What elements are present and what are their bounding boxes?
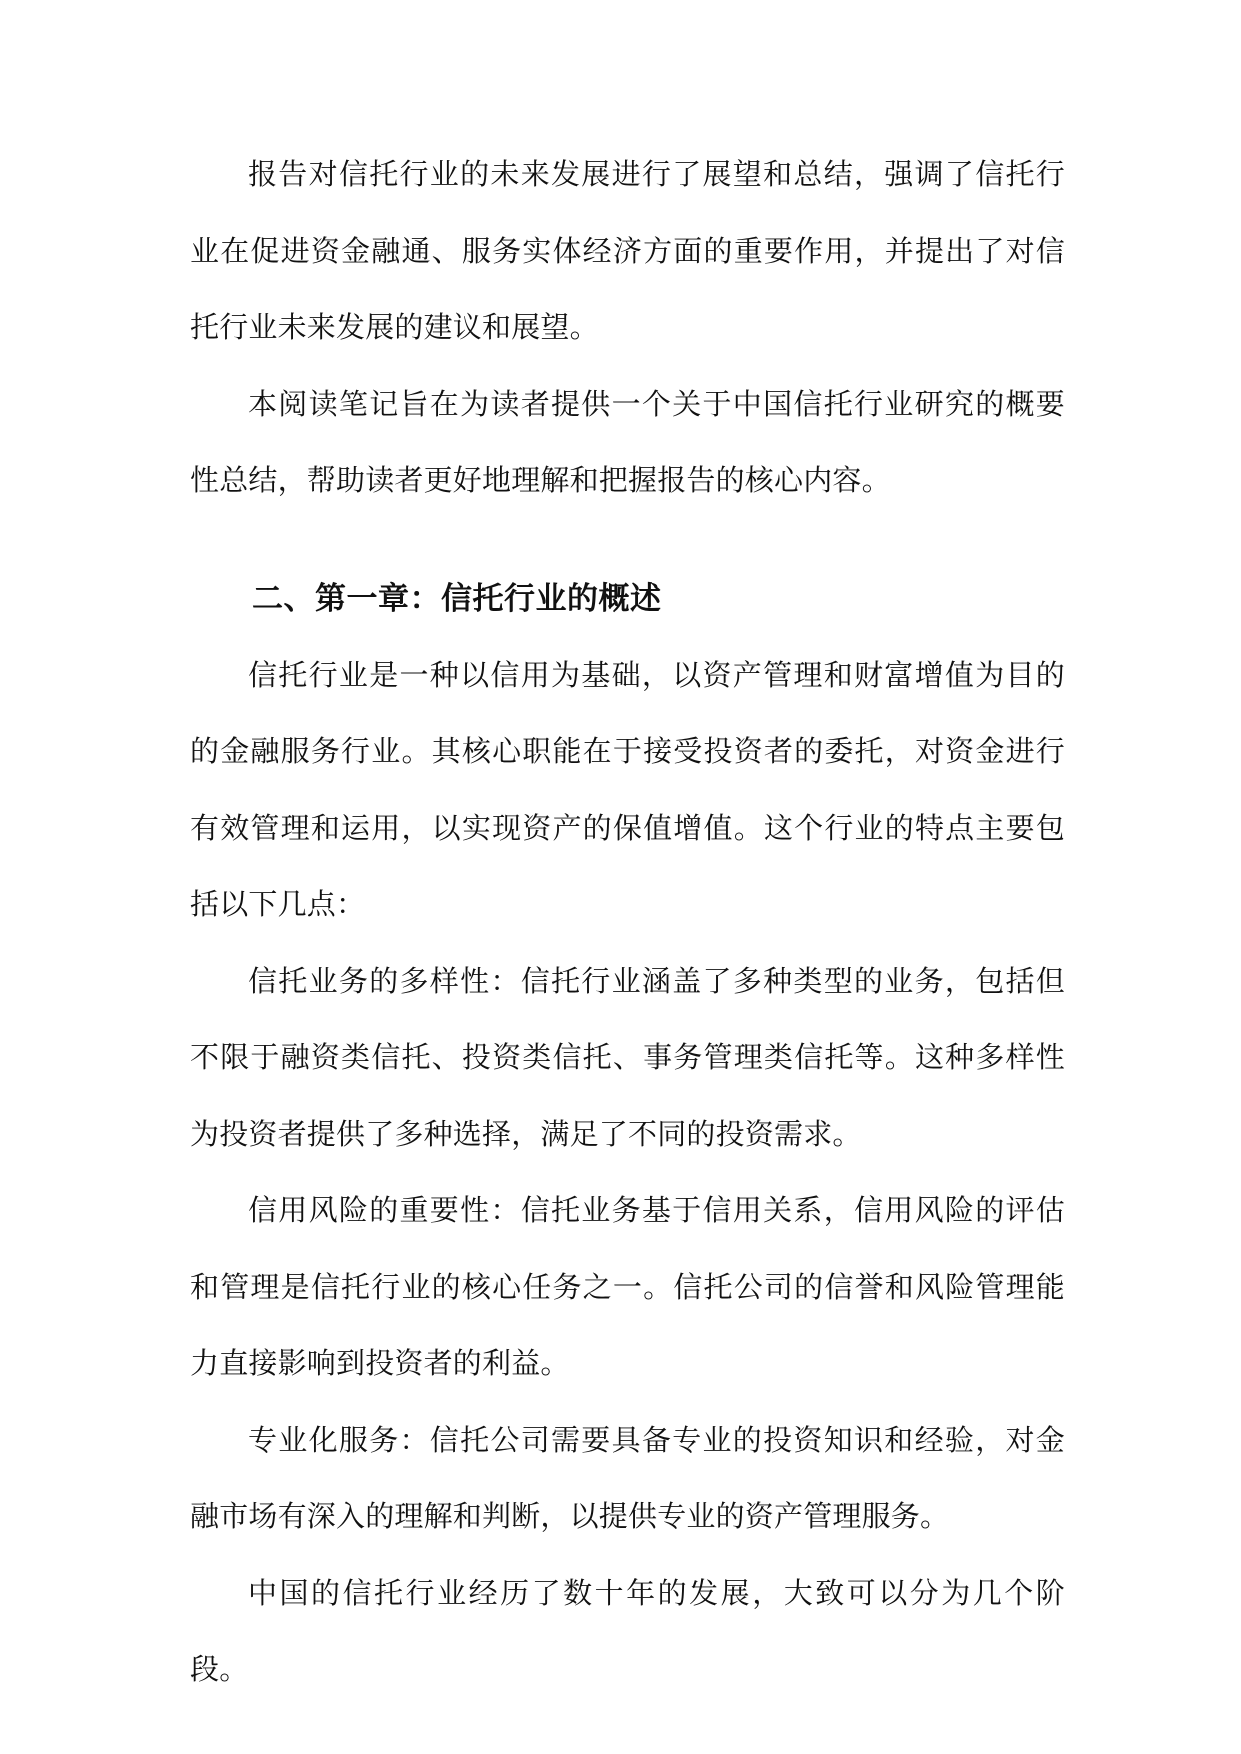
- intro-paragraph-1: 报告对信托行业的未来发展进行了展望和总结，强调了信托行业在促进资金融通、服务实体经济方面的重要作用，并提出了对信托行业未来发展的建议和展望。: [190, 157, 1065, 344]
- section-paragraph-1: 信托行业是一种以信用为基础，以资产管理和财富增值为目的的金融服务行业。其核心职能在于接受投资者的委托，对资金进行有效管理和运用，以实现资产的保值增值。这个行业的特点主要包括以下几点：: [190, 657, 1065, 921]
- section-paragraph-4: 专业化服务：信托公司需要具备专业的投资知识和经验，对金融市场有深入的理解和判断，以提供专业的资产管理服务。: [190, 1422, 1065, 1533]
- section-paragraph-5: 中国的信托行业经历了数十年的发展，大致可以分为几个阶段。: [190, 1575, 1065, 1686]
- section-paragraph-3: 信用风险的重要性：信托业务基于信用关系，信用风险的评估和管理是信托行业的核心任务之一。信托公司的信誉和风险管理能力直接影响到投资者的利益。: [190, 1193, 1065, 1380]
- intro-paragraph-2: 本阅读笔记旨在为读者提供一个关于中国信托行业研究的概要性总结，帮助读者更好地理解和把握报告的核心内容。: [190, 386, 1065, 497]
- section-heading: 二、第一章：信托行业的概述: [252, 580, 662, 617]
- document-body: [190, 136, 1065, 1708]
- section-paragraph-2: 信托业务的多样性：信托行业涵盖了多种类型的业务，包括但不限于融资类信托、投资类信托、事务管理类信托等。这种多样性为投资者提供了多种选择，满足了不同的投资需求。: [190, 963, 1065, 1151]
